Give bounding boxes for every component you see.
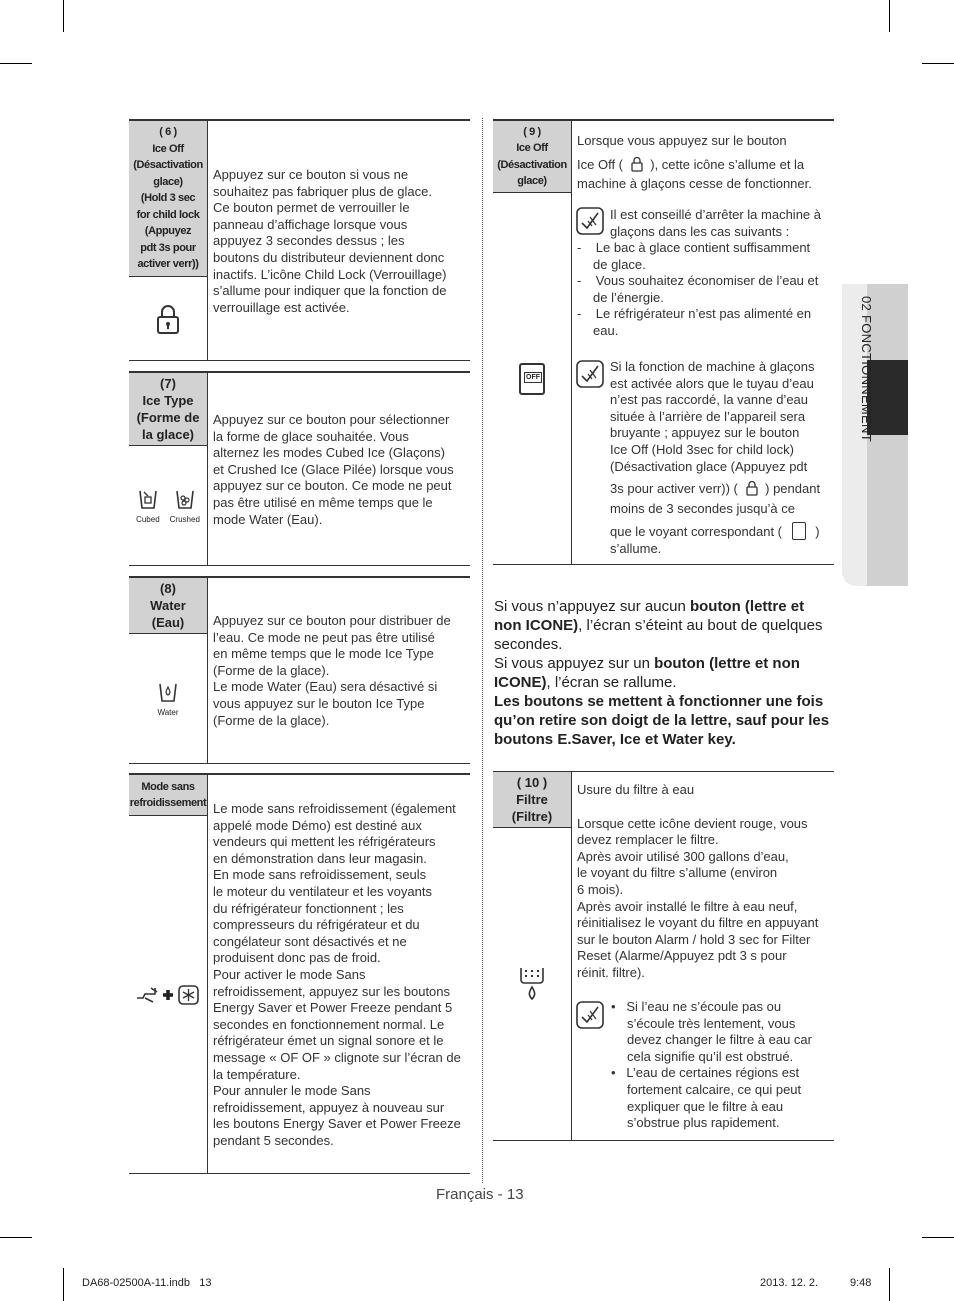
crop-mark <box>63 1268 64 1301</box>
table-row-7 <box>129 371 470 566</box>
row7-header: (7) Ice Type (Forme de la glace) <box>129 373 207 446</box>
row10-header: ( 10 ) Filtre (Filtre) <box>493 772 571 828</box>
side-tab-label: 02 FONCTIONNEMENT <box>859 296 874 442</box>
row10-bullets: • Si l’eau ne s’écoule pas ou s’écoule très lentement, vous devez changer le filtre à eau car cela signifie qu’il est obstrué. • L’eau de certaines régions est fortement calcaire, ce qui peut expliquer que le filtre à eau s’obstrue plus rapidement. <box>611 999 812 1131</box>
cubed-icon: Cubed <box>136 488 160 524</box>
side-tab <box>842 284 908 586</box>
table-row-6 <box>129 119 470 361</box>
column-divider <box>482 118 483 1183</box>
list-item: - Vous souhaitez économiser de l’eau et <box>577 273 819 289</box>
footer-time: 9:48 <box>850 1277 872 1289</box>
list-item: - Le bac à glace contient suffisamment <box>577 240 811 255</box>
crushed-icon: Crushed <box>170 488 200 524</box>
lock-icon <box>129 277 207 360</box>
energy-saver-power-freeze-icon <box>129 816 207 1173</box>
list-item: - Le réfrigérateur n’est pas alimenté en <box>577 306 812 322</box>
info-paragraph: Si vous n’appuyez sur aucun bouton (lettre et non ICONE), l’écran s’éteint au bout de quelques secondes. Si vous appuyez sur un bouton (lettre et non ICONE), l’écran se rallume. Les boutons se mettent à fonctionner une fois qu’on retire son doigt de la lettre, sauf pour les boutons E.Saver, Ice et Water key. <box>494 598 830 748</box>
water-icon: Water <box>129 634 207 763</box>
crop-mark <box>922 1237 954 1238</box>
footer-file: DA68-02500A-11.indb 13 <box>82 1277 212 1289</box>
row7-left-col <box>129 373 208 565</box>
row8-header: (8) Water (Eau) <box>129 578 207 634</box>
note-icon <box>576 207 604 235</box>
row9-left-col <box>493 121 572 564</box>
crop-mark <box>63 0 64 32</box>
crop-mark <box>889 1268 890 1301</box>
ice-off-small-icon <box>792 522 806 540</box>
row8-left-col <box>129 578 208 763</box>
ice-type-icons <box>129 446 207 565</box>
footer-date: 2013. 12. 2. <box>760 1277 819 1289</box>
crop-mark <box>889 0 890 32</box>
list-item: • Si l’eau ne s’écoule pas ou <box>611 999 782 1014</box>
row8-description: Appuyez sur ce bouton pour distribuer de l’eau. Ce mode ne peut pas être utilisé en même temps que le mode Ice Type (Forme de la glace). Le mode Water (Eau) sera désactivé si vous appuyez sur le bouton Ice Type (Forme de la glace). <box>213 613 451 728</box>
lock-icon <box>631 156 643 177</box>
row6-header: ( 6 ) Ice Off (Désactivation glace) (Hold 3 sec for child lock (Appuyez pdt 3s pour activer verr)) <box>129 121 207 277</box>
rowdemo-description: Le mode sans refroidissement (également appelé mode Démo) est destiné aux vendeurs qui mettent les réfrigérateurs en démonstration dans leur magasin. En mode sans refroidissement, seuls le moteur du ventilateur et les voyants du réfrigérateur fonctionnent ; les compresseurs du réfrigérateur et du congélateur sont désactivés et ne produisent donc pas de froid. Pour activer le mode Sans refroidissement, appuyez sur les boutons Energy Saver et Power Freeze pendant 5 secondes en fonctionnement normal. Le réfrigérateur émet un signal sonore et le message « OF OF » clignote sur l’écran de la température. Pour annuler le mode Sans refroidissement, appuyez à nouveau sur les boutons Energy Saver et Power Freeze pendant 5 secondes. <box>213 801 461 1148</box>
page-number: Français - 13 <box>436 1186 524 1203</box>
rowdemo-header: Mode sans refroidissement <box>129 775 207 816</box>
table-row-8 <box>129 576 470 764</box>
note2-text: Si la fonction de machine à glaçons est activée alors que le tuyau d’eau n’est pas raccordé, la vanne d’eau située à l’arrière de l’appareil sera bruyante ; appuyez sur le bouton Ice Off (Hold 3sec for child lock) (Désactivation glace (Appuyez pdt 3s pour activer verr)) ( ) pendant moins de 3 secondes jusqu’à ce que le voyant correspondant ( ) s’allume. <box>610 359 821 556</box>
row6-left-col <box>129 121 208 360</box>
note-icon <box>576 360 604 388</box>
filter-icon <box>493 828 571 1140</box>
row10-description: Usure du filtre à eau Lorsque cette icône devient rouge, vous devez remplacer le filtre. Après avoir utilisé 300 gallons d’eau, le voyant du filtre s’allume (environ 6 mois). Après avoir installé le filtre à eau neuf, réinitialisez le voyant du filtre en appuyant sur le bouton Alarm / hold 3 sec for Filter Reset (Alarme/Appuyez pdt 3 s pour réinit. filtre). <box>577 782 819 980</box>
crop-mark <box>0 63 32 64</box>
note1-text: Il est conseillé d’arrêter la machine à glaçons dans les cas suivants : <box>610 207 821 239</box>
note1-list: - Le bac à glace contient suffisamment de glace. - Vous souhaitez économiser de l’eau et de l’énergie. - Le réfrigérateur n’est pas alimenté en eau. <box>577 240 819 338</box>
lock-icon <box>746 480 758 501</box>
crop-mark <box>0 1237 32 1238</box>
row9-description: Lorsque vous appuyez sur le bouton Ice Off ( ), cette icône s’allume et la machine à glaçons cesse de fonctionner. <box>577 133 812 192</box>
table-row-10 <box>493 771 834 1141</box>
row6-description: Appuyez sur ce bouton si vous ne souhaitez pas fabriquer plus de glace. Ce bouton permet de verrouiller le panneau d’affichage lorsque vous appuyez 3 secondes dessus ; les boutons du distributeur deviennent donc inactifs. L’icône Child Lock (Verrouillage) s’allume pour indiquer que la fonction de verrouillage est activée. <box>213 167 447 315</box>
table-row-demo <box>129 773 470 1174</box>
table-row-9 <box>493 119 834 565</box>
row10-left-col <box>493 772 572 1140</box>
row9-header: ( 9 ) Ice Off (Désactivation glace) <box>493 121 571 193</box>
ice-off-icon: OFF <box>493 193 571 564</box>
note-icon <box>576 1001 604 1029</box>
row7-description: Appuyez sur ce bouton pour sélectionner la forme de glace souhaitée. Vous alternez les modes Cubed Ice (Glaçons) et Crushed Ice (Glace Pilée) lorsque vous appuyez sur ce bouton. Ce mode ne peut pas être utilisé en même temps que le mode Water (Eau). <box>213 412 454 527</box>
list-item: • L’eau de certaines régions est <box>611 1065 800 1081</box>
rowdemo-left-col <box>129 775 208 1173</box>
crop-mark <box>922 63 954 64</box>
